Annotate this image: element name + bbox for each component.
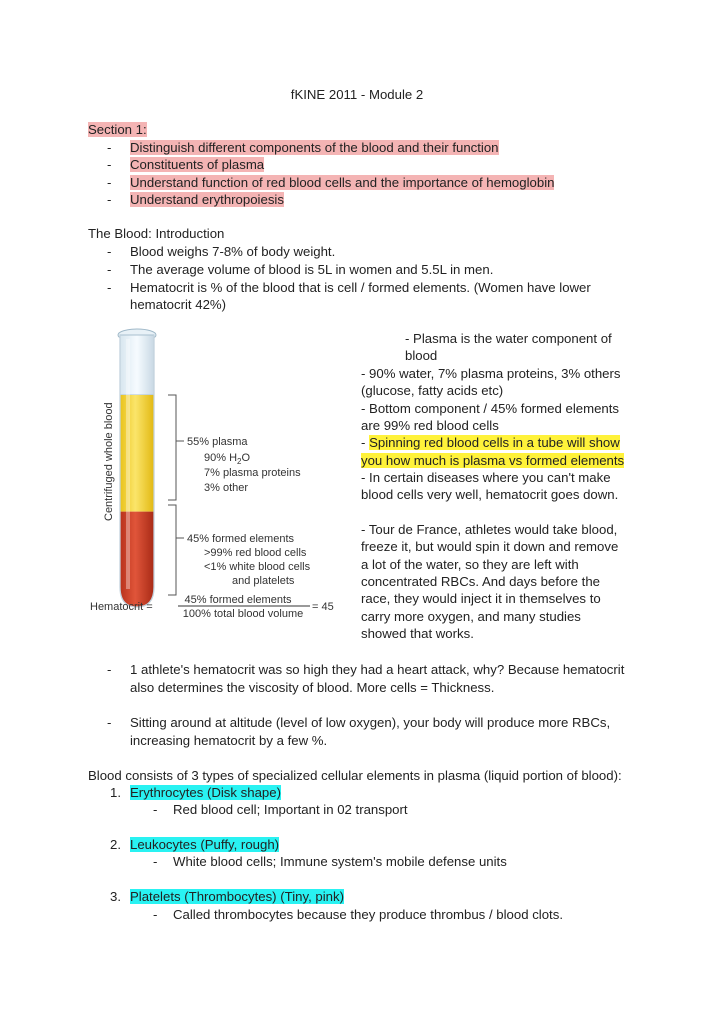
right-text-highlight-line: you how much is plasma vs formed elements	[361, 453, 625, 468]
section1-item-3: Understand function of red blood cells and the importance of hemoglobin	[130, 175, 555, 190]
intro-item-2: The average volume of blood is 5L in women and 5.5L in men.	[130, 262, 494, 277]
element-leukocytes-desc: White blood cells; Immune system's mobile defense units	[173, 854, 507, 869]
formed-rbc: >99% red blood cells	[204, 547, 307, 559]
list-number: 1.	[110, 785, 121, 800]
formed-bracket	[168, 505, 176, 595]
plasma-layer	[120, 395, 154, 512]
right-text-line: - Plasma is the water component of	[405, 331, 612, 346]
intro-heading: The Blood: Introduction	[88, 226, 225, 241]
right-text-line: concentrated RBCs. And days before the	[361, 574, 600, 589]
intro-item-1: Blood weighs 7-8% of body weight.	[130, 244, 336, 259]
right-text-line: blood	[405, 348, 438, 363]
bullet-dash: -	[153, 802, 158, 817]
element-leukocytes: Leukocytes (Puffy, rough)	[130, 837, 280, 852]
hematocrit-figure	[90, 325, 352, 625]
right-text-line: freeze it, but would spin it down and remove	[361, 539, 619, 554]
centrifuged-label: Centrifuged whole blood	[103, 402, 115, 521]
bullet-dash: -	[107, 662, 112, 677]
bullet-dash: -	[107, 192, 112, 207]
section1-item-4: Understand erythropoiesis	[130, 192, 284, 207]
intro-item-3: Hematocrit is % of the blood that is cell / formed elements. (Women have lower	[130, 280, 591, 295]
bullet-dash: -	[153, 854, 158, 869]
right-text-line: (glucose, fatty acids etc)	[361, 383, 504, 398]
section1-item-1: Distinguish different components of the blood and their function	[130, 140, 499, 155]
hematocrit-numerator: 45% formed elements	[184, 594, 292, 606]
plasma-pct: 55% plasma	[187, 436, 248, 448]
bullet-dash: -	[107, 715, 112, 730]
element-erythrocytes: Erythrocytes (Disk shape)	[130, 785, 281, 800]
right-text-line: - Bottom component / 45% formed elements	[361, 401, 620, 416]
page-title: fKINE 2011 - Module 2	[290, 87, 424, 102]
plasma-water: 90% $H_2O$	[204, 452, 251, 466]
bullet-dash: -	[107, 157, 112, 172]
hematocrit-denominator: 100% total blood volume	[182, 608, 304, 620]
formed-elements-layer	[120, 512, 154, 607]
right-text-highlight-line: - Spinning red blood cells in a tube will show	[361, 435, 620, 450]
right-text-line: - 90% water, 7% plasma proteins, 3% others	[361, 366, 621, 381]
right-text-line: - In certain diseases where you can't make	[361, 470, 611, 485]
formed-wbc: <1% white blood cells	[204, 561, 311, 573]
hematocrit-label: Hematocrit =	[90, 601, 153, 613]
note-1-line-2: also determines the viscosity of blood. More cells = Thickness.	[130, 680, 495, 695]
right-text-line: - Tour de France, athletes would take blood,	[361, 522, 618, 537]
element-erythrocytes-desc: Red blood cell; Important in 02 transport	[173, 802, 408, 817]
tube-shine	[126, 339, 130, 589]
right-text-line: blood cells very well, hematocrit goes down.	[361, 487, 619, 502]
right-text-line: are 99% red blood cells	[361, 418, 499, 433]
hematocrit-result: = 45	[312, 601, 334, 613]
formed-platelets: and platelets	[232, 575, 295, 587]
element-platelets-desc: Called thrombocytes because they produce thrombus / blood clots.	[173, 907, 563, 922]
note-1-line-1: 1 athlete's hematocrit was so high they had a heart attack, why? Because hematocrit	[130, 662, 625, 677]
formed-pct: 45% formed elements	[187, 533, 294, 545]
intro-item-3-cont: hematocrit 42%)	[130, 297, 227, 312]
list-number: 2.	[110, 837, 121, 852]
bullet-dash: -	[107, 140, 112, 155]
note-2-line-1: Sitting around at altitude (level of low oxygen), your body will produce more RBCs,	[130, 715, 611, 730]
tube-glass	[120, 335, 154, 395]
list-number: 3.	[110, 889, 121, 904]
section1-item-2: Constituents of plasma	[130, 157, 265, 172]
hematocrit-diagram	[90, 325, 352, 625]
section1-heading: Section 1:	[88, 122, 147, 137]
right-text-line: showed that works.	[361, 626, 474, 641]
bullet-dash: -	[107, 262, 112, 277]
plasma-proteins: 7% plasma proteins	[204, 467, 301, 479]
bullet-dash: -	[107, 280, 112, 295]
right-text-line: a lot of the water, so they are left with	[361, 557, 579, 572]
elements-intro: Blood consists of 3 types of specialized cellular elements in plasma (liquid portion of blood):	[88, 768, 622, 783]
bullet-dash: -	[107, 244, 112, 259]
bullet-dash: -	[153, 907, 158, 922]
right-text-line: carry more oxygen, and many studies	[361, 609, 581, 624]
note-2-line-2: increasing hematocrit by a few %.	[130, 733, 328, 748]
plasma-bracket	[168, 395, 176, 500]
right-text-line: race, they would inject it in themselves to	[361, 591, 601, 606]
element-platelets: Platelets (Thrombocytes) (Tiny, pink)	[130, 889, 344, 904]
plasma-other: 3% other	[204, 482, 249, 494]
bullet-dash: -	[107, 175, 112, 190]
